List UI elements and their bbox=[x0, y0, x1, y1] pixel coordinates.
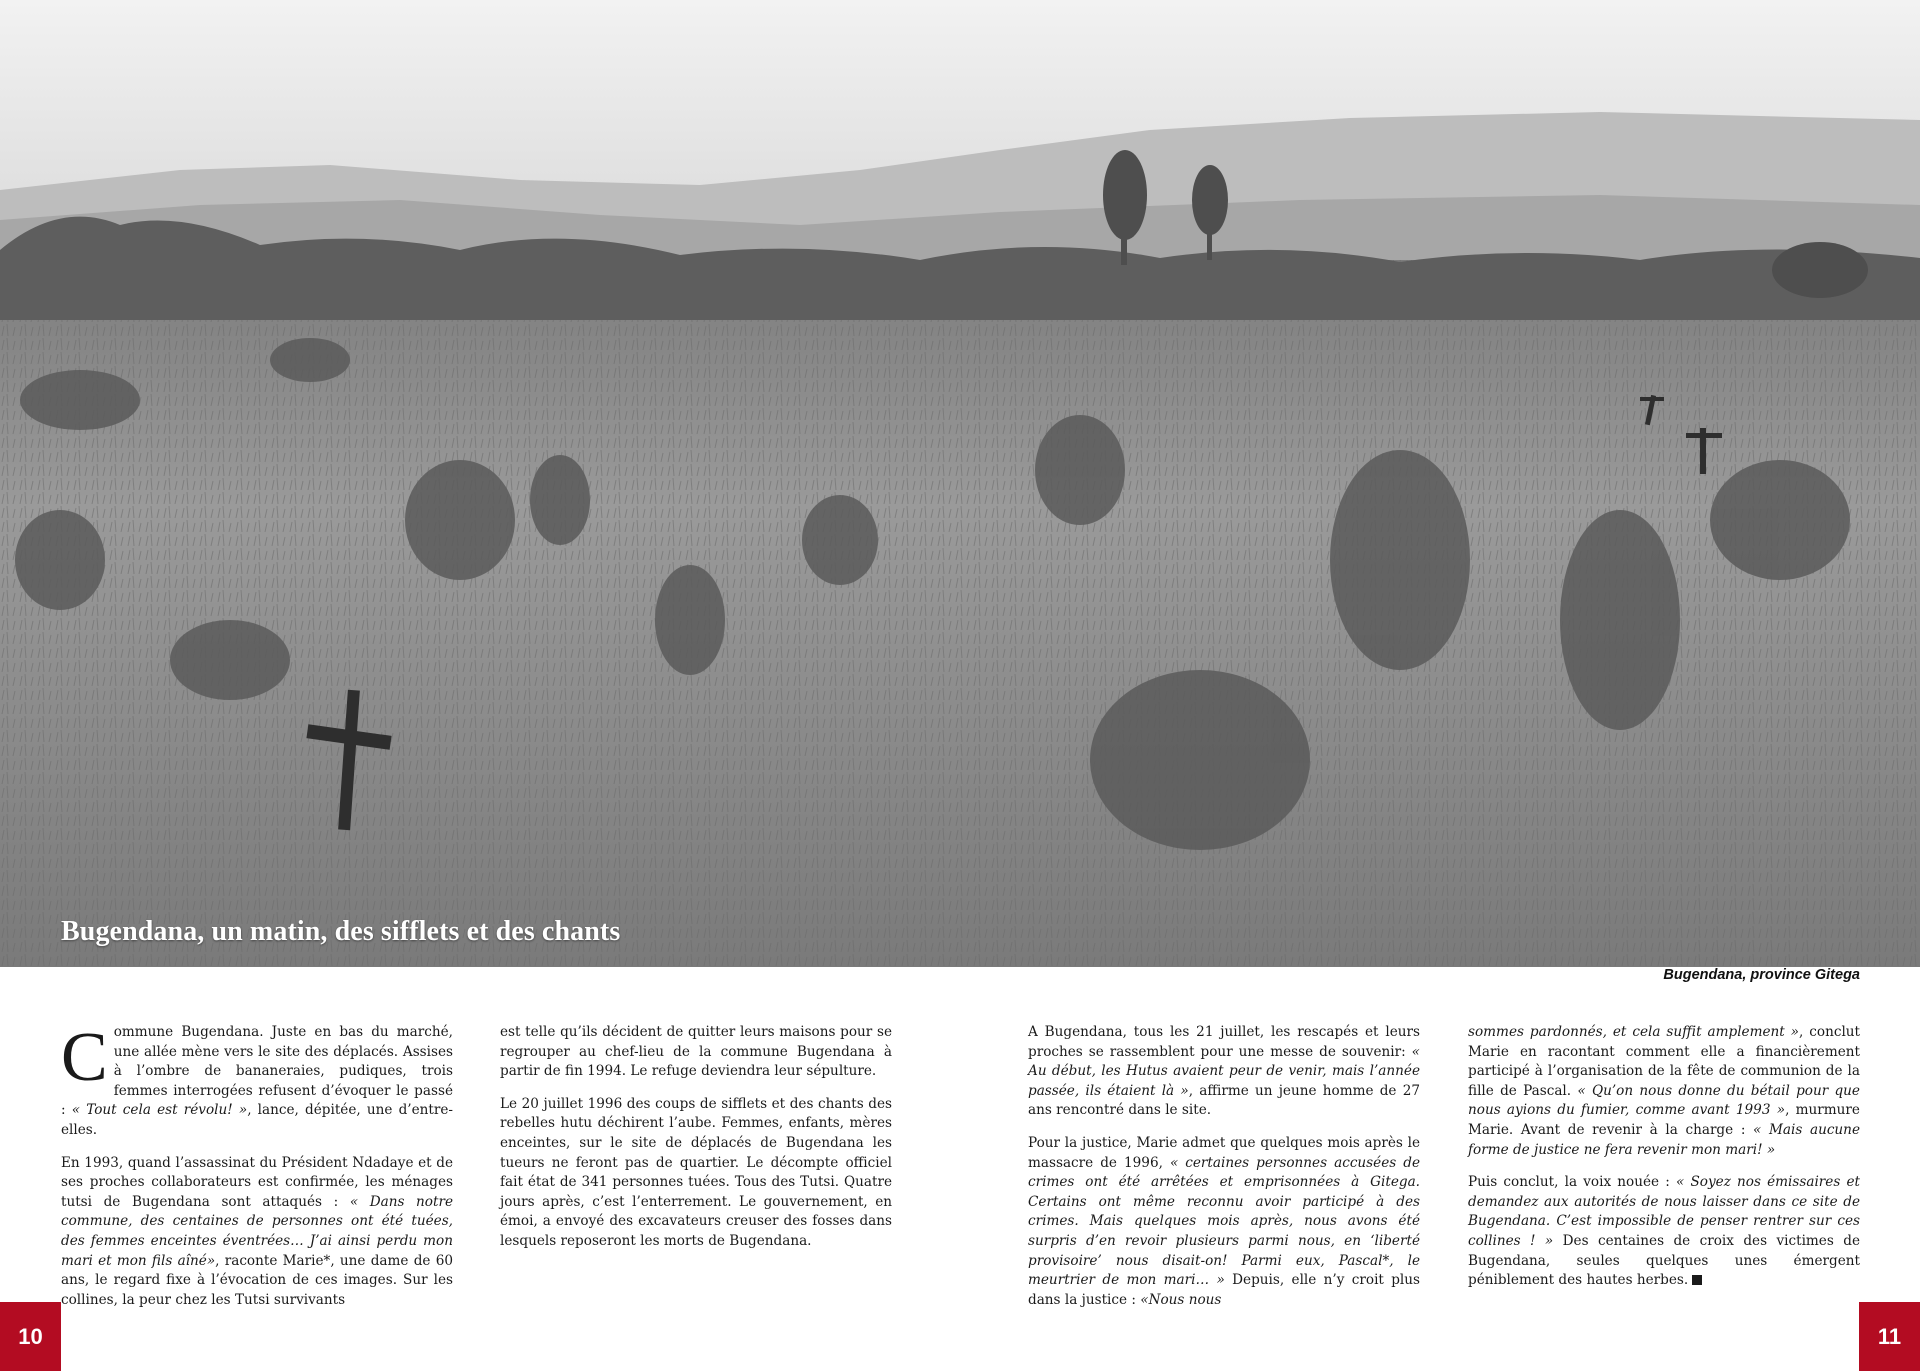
drop-cap: C bbox=[61, 1019, 108, 1096]
paragraph: est telle qu’ils décident de quitter leurs maisons pour se regrouper au chef-lieu de la commune Bugendana à partir de fin 1994. Le refuge deviendra leur sépulture. bbox=[500, 1024, 892, 1080]
photo-caption: Bugendana, province Gitega bbox=[1663, 967, 1860, 983]
article-column-3 bbox=[1028, 1023, 1420, 1323]
paragraph: A Bugendana, tous les 21 juillet, les rescapés et leurs proches se rassemblent pour une messe de souvenir: « Au début, les Hutus avaient peur de venir, mais l’année passée, ils étaient là », affirme un jeune homme de 27 ans rencontré dans le site. bbox=[1028, 1024, 1420, 1119]
article-column-2 bbox=[500, 1023, 892, 1265]
page-number-right: 11 bbox=[1859, 1302, 1920, 1371]
paragraph: Puis conclut, la voix nouée : « Soyez nos émissaires et demandez aux autorités de nous laisser dans ce site de Bugendana. C’est impossible de penser rentrer sur ces collines ! » Des centaines de croix des victimes de Bugendana, seules quelques unes émergent péniblement des hautes herbes. bbox=[1468, 1174, 1860, 1289]
article-column-1 bbox=[61, 1019, 453, 1323]
paragraph: sommes pardonnés, et cela suffit amplement », conclut Marie en racontant comment elle a financièrement participé à l’organisation de la fête de communion de la fille de Pascal. « Qu’on nous donne du bétail pour que nous ayions du fumier, comme avant 1993 », murmure Marie. Avant de revenir à la charge : « Mais aucune forme de justice ne fera revenir mon mari! » bbox=[1468, 1024, 1861, 1158]
article-title: Bugendana, un matin, des sifflets et des chants bbox=[61, 916, 621, 947]
paragraph: Commune Bugendana. Juste en bas du marché, une allée mène vers le site des déplacés. Assises à l’ombre de bananeraies, pudiques, trois femmes interrogées refusent d’évoquer le passé : « Tout cela est révolu! », lance, dépitée, une d’entre-elles. bbox=[61, 1019, 453, 1138]
paragraph: Le 20 juillet 1996 des coups de sifflets et des chants des rebelles hutu déchirent l’aube. Femmes, enfants, mères enceintes, sur le site de déplacés de Bugendana les tueurs ne feront pas de quartier. Le décompte officiel fait état de 341 personnes tuées. Tous des Tutsi. Quatre jours après, c’est l’enterrement. Le gouvernement, en émoi, a envoyé des excavateurs creuser des fosses dans lesquels reposeront les morts de Bugendana. bbox=[500, 1095, 892, 1249]
paragraph: Pour la justice, Marie admet que quelques mois après le massacre de 1996, « certaines personnes accusées de crimes ont été arrêtées et emprisonnées à Gitega. Certains ont même reconnu avoir participé à des crimes. Mais quelques mois après, nous avons été surpris d’en revoir plusieurs parmi nous, en ‘liberté provisoire’ nous disait-on! Parmi eux, Pascal*, le meurtrier de mon mari… » Depuis, elle n’y croit plus dans la justice : «Nous nous bbox=[1028, 1134, 1421, 1308]
end-mark-icon bbox=[1692, 1275, 1702, 1285]
paragraph: En 1993, quand l’assassinat du Président Ndadaye et de ses proches collaborateurs est confirmée, les ménages tutsi de Bugendana sont attaqués : « Dans notre commune, des centaines de personnes ont été tuées, des femmes enceintes éventrées… J’ai ainsi perdu mon mari et mon fils aîné», raconte Marie*, une dame de 60 ans, le regard fixe à l’évocation de ces images. Sur les collines, la peur chez les Tutsi survivants bbox=[61, 1154, 453, 1308]
page-number-left: 10 bbox=[0, 1302, 61, 1371]
article-column-4 bbox=[1468, 1023, 1860, 1304]
